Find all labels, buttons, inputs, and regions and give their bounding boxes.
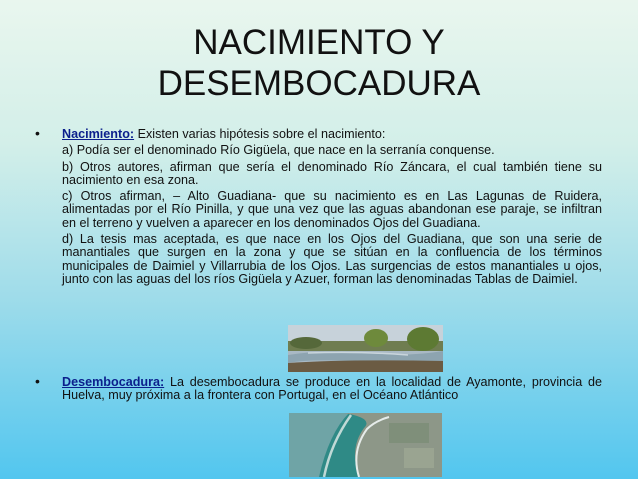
bullet-nacimiento: • (35, 125, 40, 141)
slide-title (0, 22, 638, 104)
desembocadura-section (62, 376, 602, 406)
bullet-desembocadura: • (35, 373, 40, 389)
coast-aerial-photo (289, 413, 442, 477)
nacimiento-intro: Nacimiento: Existen varias hipótesis sobre el nacimiento: (62, 127, 386, 141)
hypothesis-c: c) Otros afirman, – Alto Guadiana- que su nacimiento es en Las Lagunas de Ruidera, alimentadas por el Río Pinilla, y que una vez que las aguas abandonan ese paraje, se infiltran en el terreno y vuelven a aparecer en los denominados Ojos del Guadiana. (62, 189, 602, 230)
hypothesis-a: a) Podía ser el denominado Río Gigüela, que nace en la serranía conquense. (62, 143, 495, 158)
title-line-1: NACIMIENTO Y (193, 23, 445, 62)
hypothesis-d: d) La tesis mas aceptada, es que nace en los Ojos del Guadiana, que son una serie de manantiales que surgen en la zona y que se sitúan en la confluencia de los términos municipales de Daimiel y Villarrubia de los Ojos. Las surgencias de estos manantiales u ojos, junto con las aguas del los ríos Gigüela y Azuer, forman las denominadas Tablas de Daimiel. (62, 232, 602, 286)
desembocadura-label: Desembocadura: (62, 375, 165, 389)
title-line-2: DESEMBOCADURA (157, 64, 481, 103)
hypothesis-b: b) Otros autores, afirman que sería el denominado Río Záncara, el cual también tiene su nacimiento en esa zona. (62, 159, 602, 187)
river-photo (288, 325, 443, 372)
nacimiento-section (62, 128, 602, 289)
desembocadura-text: Desembocadura: La desembocadura se produce en la localidad de Ayamonte, provincia de Huelva, muy próxima a la frontera con Portugal, en el Océano Atlántico (62, 375, 602, 403)
nacimiento-label: Nacimiento: (62, 127, 135, 141)
